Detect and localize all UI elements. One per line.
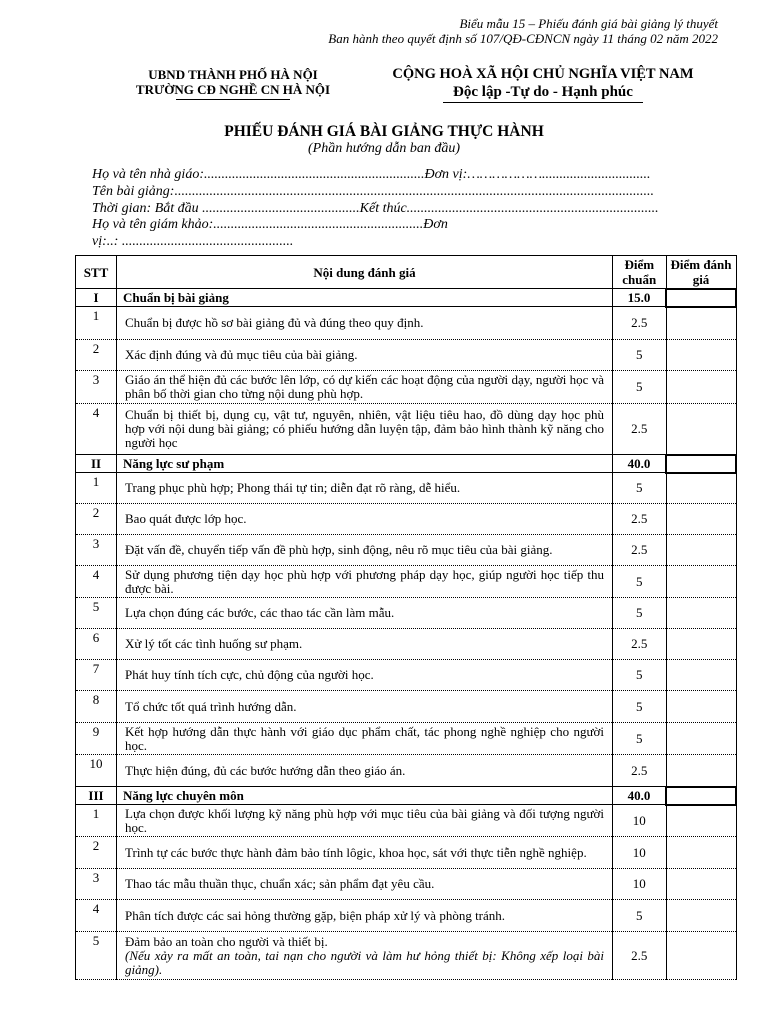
table-row (76, 473, 737, 504)
item-number: 10 (76, 755, 117, 787)
school-name: TRƯỜNG CĐ NGHỀ CN HÀ NỘI (135, 82, 331, 97)
item-number: 9 (76, 723, 117, 755)
item-eval-input[interactable] (666, 691, 736, 723)
item-criterion (117, 691, 613, 723)
table-row (76, 598, 737, 629)
item-max-score: 2.5 (613, 755, 667, 787)
section-number: II (76, 455, 117, 473)
item-criterion (117, 404, 613, 455)
item-criterion (117, 535, 613, 566)
item-max-score: 10 (613, 837, 667, 869)
item-max-score: 10 (613, 805, 667, 837)
table-row (76, 805, 737, 837)
item-max-score: 5 (613, 660, 667, 691)
item-max-score: 2.5 (613, 307, 667, 340)
item-criterion-text: Thực hiện đúng, đủ các bước hướng dẫn theo giáo án. (125, 762, 406, 778)
item-number: 7 (76, 660, 117, 691)
item-number: 1 (76, 307, 117, 340)
item-eval-input[interactable] (666, 371, 736, 404)
item-eval-input[interactable] (666, 535, 736, 566)
item-criterion-text: Trình tự các bước thực hành đảm bảo tính lôgic, khoa học, sát với thực tiễn nghề nghiệp. (125, 844, 587, 860)
item-number: 4 (76, 900, 117, 932)
section-row (76, 787, 737, 805)
item-criterion-text: Chuẩn bị được hồ sơ bài giảng đủ và đúng theo quy định. (125, 315, 424, 330)
form-reference-line1: Biểu mẫu 15 – Phiếu đánh giá bài giảng lý thuyết (459, 16, 718, 31)
section-total-score: 40.0 (613, 455, 667, 473)
item-number: 3 (76, 869, 117, 900)
info-time-line: Thời gian: Bắt đầu .............................................Kết thúc........................................................................ (92, 201, 659, 216)
item-criterion-text: Bao quát được lớp học. (125, 511, 247, 526)
item-eval-input[interactable] (666, 566, 736, 598)
section-total-score: 40.0 (613, 787, 667, 805)
section-eval-input[interactable] (666, 455, 736, 473)
item-eval-input[interactable] (666, 900, 736, 932)
section-eval-input[interactable] (666, 289, 736, 307)
item-criterion (117, 566, 613, 598)
table-row (76, 566, 737, 598)
info-unit-line: vị:..: ................................................. (92, 234, 294, 249)
item-number: 1 (76, 473, 117, 504)
item-criterion-text: Kết hợp hướng dẫn thực hành với giáo dục phẩm chất, tác phong nghề nghiệp cho người học. (125, 723, 604, 753)
item-max-score: 5 (613, 473, 667, 504)
table-row (76, 723, 737, 755)
item-criterion-text: Phát huy tính tích cực, chủ động của người học. (125, 667, 374, 682)
item-criterion-text: Xác định đúng và đủ mục tiêu của bài giảng. (125, 347, 358, 362)
section-title: Năng lực chuyên môn (117, 787, 613, 805)
item-max-score: 2.5 (613, 504, 667, 535)
item-eval-input[interactable] (666, 629, 736, 660)
item-criterion (117, 869, 613, 900)
item-eval-input[interactable] (666, 473, 736, 504)
section-row (76, 455, 737, 473)
table-row (76, 535, 737, 566)
section-number: III (76, 787, 117, 805)
header-stt: STT (76, 256, 117, 289)
section-row (76, 289, 737, 307)
item-criterion-text: Chuẩn bị thiết bị, dụng cụ, vật tư, nguyên, nhiên, vật liệu tiêu hao, đồ dùng dạy học phù hợp với nội dung bài giảng; có phiếu hướng dẫn luyện tập, đảm bảo hình thành kỹ năng cho người học (125, 407, 604, 450)
item-max-score: 10 (613, 869, 667, 900)
item-criterion-text: Đảm bảo an toàn cho người và thiết bị. (125, 933, 328, 949)
section-title: Năng lực sư phạm (117, 455, 613, 473)
item-criterion-text: Lựa chọn đúng các bước, các thao tác cần làm mẫu. (125, 605, 395, 620)
item-eval-input[interactable] (666, 932, 736, 980)
section-title: Chuẩn bị bài giảng (117, 289, 613, 307)
item-eval-input[interactable] (666, 755, 736, 787)
item-number: 2 (76, 837, 117, 869)
header-eval-score: Điểm đánh giá (666, 256, 736, 289)
info-lesson-line: Tên bài giảng:......................................................................................................................................... (92, 184, 654, 199)
item-criterion-text: Sử dụng phương tiện dạy học phù hợp với phương pháp dạy học, giúp người học tiếp thu được bài. (125, 566, 604, 596)
item-number: 2 (76, 340, 117, 371)
document-subtitle: (Phần hướng dẫn ban đầu) (308, 141, 460, 156)
item-criterion (117, 805, 613, 837)
item-number: 1 (76, 805, 117, 837)
section-eval-input[interactable] (666, 787, 736, 805)
info-examiner-line: Họ và tên giám khảo:............................................................Đơn (92, 217, 448, 232)
item-eval-input[interactable] (666, 837, 736, 869)
item-criterion (117, 504, 613, 535)
item-criterion-text: Thao tác mẫu thuần thục, chuẩn xác; sản phẩm đạt yêu cầu. (125, 876, 435, 891)
item-number: 4 (76, 566, 117, 598)
table-row (76, 504, 737, 535)
item-max-score: 5 (613, 340, 667, 371)
item-criterion (117, 371, 613, 404)
table-row (76, 340, 737, 371)
item-criterion (117, 837, 613, 869)
form-reference-line2: Ban hành theo quyết định số 107/QĐ-CĐNCN ngày 11 tháng 02 năm 2022 (328, 31, 718, 46)
item-criterion (117, 723, 613, 755)
national-motto: Độc lập -Tự do - Hạnh phúc (453, 84, 633, 100)
table-row (76, 371, 737, 404)
item-number: 5 (76, 932, 117, 980)
item-max-score: 5 (613, 900, 667, 932)
item-criterion-text: Trang phục phù hợp; Phong thái tự tin; diễn đạt rõ ràng, dễ hiểu. (125, 480, 461, 495)
item-criterion (117, 932, 613, 980)
item-eval-input[interactable] (666, 340, 736, 371)
item-eval-input[interactable] (666, 504, 736, 535)
table-row (76, 755, 737, 787)
item-criterion (117, 660, 613, 691)
item-criterion (117, 900, 613, 932)
table-body (76, 289, 737, 980)
table-row (76, 869, 737, 900)
table-row (76, 837, 737, 869)
item-number: 4 (76, 404, 117, 455)
item-criterion-text: Phân tích được các sai hỏng thường gặp, biện pháp xử lý và phòng tránh. (125, 907, 506, 923)
item-criterion (117, 307, 613, 340)
item-number: 6 (76, 629, 117, 660)
item-criterion-text: Đặt vấn đề, chuyển tiếp vấn đề phù hợp, sinh động, nêu rõ mục tiêu của bài giảng. (125, 542, 553, 557)
header-right-underline (443, 102, 643, 103)
item-criterion-text: Xử lý tốt các tình huống sư phạm. (125, 636, 303, 651)
item-eval-input[interactable] (666, 598, 736, 629)
table-row (76, 691, 737, 723)
table-header-row (76, 256, 737, 289)
item-max-score: 2.5 (613, 535, 667, 566)
header-max-score: Điểm chuẩn (613, 256, 667, 289)
item-max-score: 5 (613, 598, 667, 629)
info-teacher-line: Họ và tên nhà giáo:...............................................................Đơn vị:………………............................... (92, 167, 651, 182)
item-max-score: 2.5 (613, 404, 667, 455)
item-max-score: 2.5 (613, 629, 667, 660)
item-criterion-text: Lựa chọn được khối lượng kỹ năng phù hợp với mục tiêu của bài giảng và đối tượng người học. (125, 805, 604, 835)
item-number: 2 (76, 504, 117, 535)
item-criterion (117, 473, 613, 504)
item-criterion (117, 340, 613, 371)
item-criterion-text: Tổ chức tốt quá trình hướng dẫn. (125, 698, 297, 714)
country-name: CỘNG HOÀ XÃ HỘI CHỦ NGHĨA VIỆT NAM (392, 66, 694, 82)
issuing-agency-header (118, 67, 348, 100)
item-number: 8 (76, 691, 117, 723)
item-max-score: 5 (613, 371, 667, 404)
city-committee-name: UBND THÀNH PHỐ HÀ NỘI (148, 67, 318, 82)
table-row (76, 404, 737, 455)
section-number: I (76, 289, 117, 307)
table-row (76, 629, 737, 660)
item-number: 3 (76, 371, 117, 404)
item-criterion-text: Giáo án thể hiện đủ các bước lên lớp, có dự kiến các hoạt động của người dạy, người học và phân bố thời gian cho từng nội dung phù hợp. (125, 372, 604, 401)
item-max-score: 5 (613, 723, 667, 755)
item-criterion (117, 755, 613, 787)
item-eval-input[interactable] (666, 404, 736, 455)
table-row (76, 932, 737, 980)
item-eval-input[interactable] (666, 805, 736, 837)
header-content: Nội dung đánh giá (117, 256, 613, 289)
item-number: 5 (76, 598, 117, 629)
item-number: 3 (76, 535, 117, 566)
table-row (76, 660, 737, 691)
item-criterion (117, 629, 613, 660)
document-title: PHIẾU ĐÁNH GIÁ BÀI GIẢNG THỰC HÀNH (224, 123, 544, 140)
header-left-underline (176, 99, 290, 100)
item-eval-input[interactable] (666, 869, 736, 900)
item-eval-input[interactable] (666, 723, 736, 755)
table-row (76, 307, 737, 340)
item-max-score: 2.5 (613, 932, 667, 980)
section-total-score: 15.0 (613, 289, 667, 307)
item-max-score: 5 (613, 566, 667, 598)
item-eval-input[interactable] (666, 660, 736, 691)
item-criterion (117, 598, 613, 629)
item-max-score: 5 (613, 691, 667, 723)
table-row (76, 900, 737, 932)
item-criterion-note: (Nếu xảy ra mất an toàn, tai nạn cho người và làm hư hỏng thiết bị: Không xếp loại bài giảng). (125, 947, 604, 977)
form-reference (328, 16, 718, 46)
item-eval-input[interactable] (666, 307, 736, 340)
evaluation-table (75, 255, 737, 980)
national-motto-header (370, 66, 716, 103)
